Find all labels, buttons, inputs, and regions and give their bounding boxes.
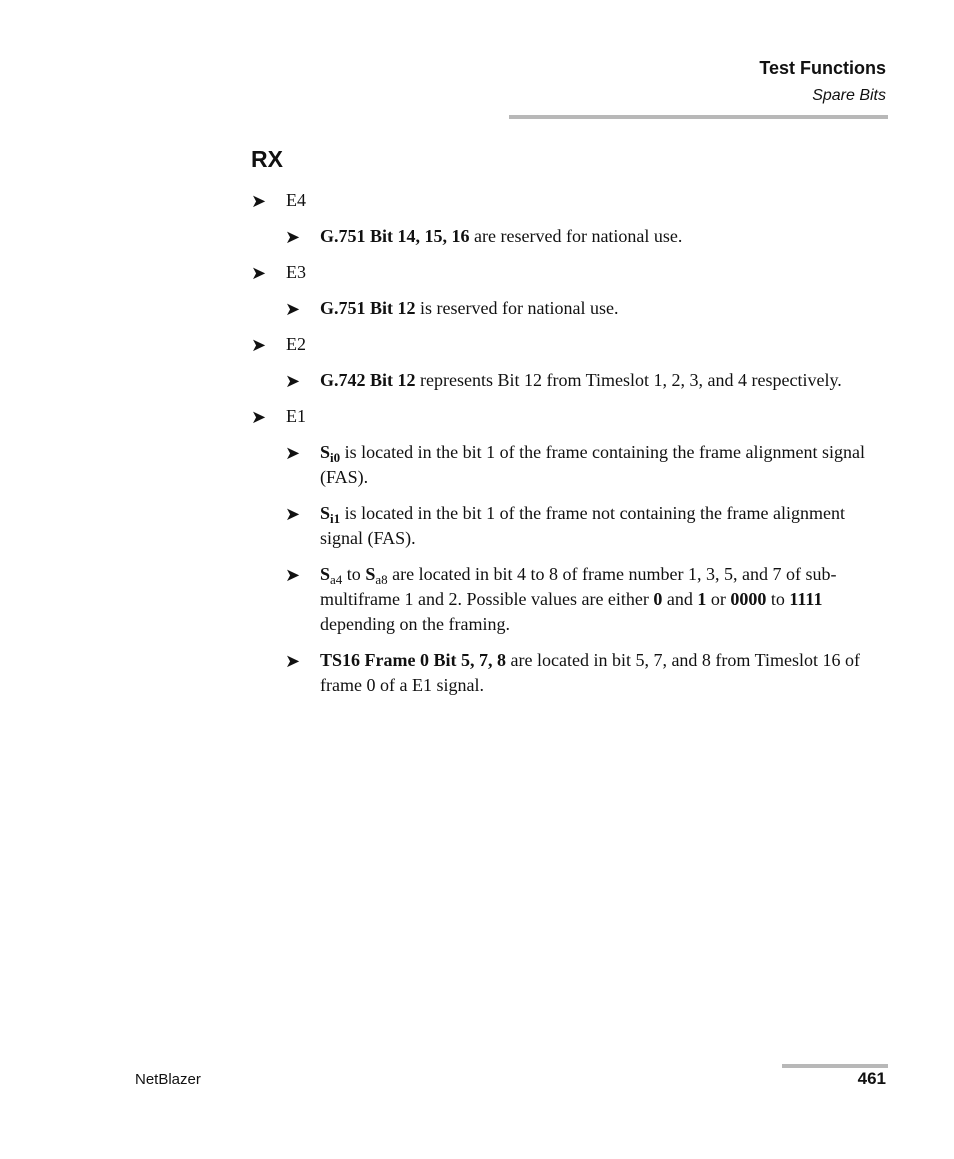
item-label: E2 [286, 334, 306, 354]
arrow-bullet-icon: ➤ [251, 263, 267, 283]
footer-rule [782, 1064, 888, 1068]
item-term: $S_{i0}$ [320, 442, 341, 465]
arrow-bullet-icon: ➤ [285, 443, 301, 463]
item-text: is located in the bit 1 of the frame containing the frame alignment signal (FAS). [320, 442, 865, 487]
arrow-bullet-icon: ➤ [251, 335, 267, 355]
list-item-g751-12 [251, 296, 886, 321]
list-item-e3 [251, 260, 886, 285]
arrow-bullet-icon: ➤ [285, 371, 301, 391]
list-item-g742-12 [251, 368, 886, 393]
arrow-bullet-icon: ➤ [251, 191, 267, 211]
item-label: E1 [286, 406, 306, 426]
item-term: TS16 Frame 0 Bit 5, 7, 8 [320, 650, 506, 670]
item-term: G.751 Bit 12 [320, 298, 416, 318]
list-item-e2 [251, 332, 886, 357]
list-item-g751-14-15-16 [251, 224, 886, 249]
section-heading: RX [251, 146, 283, 172]
arrow-bullet-icon: ➤ [285, 299, 301, 319]
arrow-bullet-icon: ➤ [285, 565, 301, 585]
item-term: G.751 Bit 14, 15, 16 [320, 226, 470, 246]
item-text: are located in bit 4 to 8 of frame number 1, 3, 5, and 7 of sub-multiframe 1 and 2. Possible values are either [320, 564, 837, 609]
list-item-si0 [251, 440, 886, 490]
item-text: is reserved for national use. [415, 298, 619, 318]
header-rule [509, 115, 888, 119]
list-item-sa4-sa8: ➤ $S_{a4}$ to $S_{a8}$ are located in bit 4 to 8 of frame number 1, 3, 5, and 7 of sub-multiframe 1 and 2. Possible values are either 0 and 1 or 0000 to 1111 depending on the framing. [285, 564, 837, 634]
list-item-e1 [251, 404, 886, 429]
item-term: $S_{a4}$ [320, 564, 343, 587]
header-section-title: Spare Bits [812, 87, 886, 104]
list-item-e4 [251, 188, 886, 213]
item-text: represents Bit 12 from Timeslot 1, 2, 3, and 4 respectively. [415, 370, 842, 390]
list-item-si1 [251, 501, 886, 551]
arrow-bullet-icon: ➤ [251, 407, 267, 427]
item-label: E4 [286, 190, 306, 210]
item-label: E3 [286, 262, 306, 282]
header-chapter-title: Test Functions [759, 58, 886, 78]
arrow-bullet-icon: ➤ [285, 651, 301, 671]
item-text: are located in bit 5, 7, and 8 from Timeslot 16 of frame 0 of a E1 signal. [320, 650, 860, 695]
footer-product-name: NetBlazer [135, 1071, 201, 1088]
item-term: G.742 Bit 12 [320, 370, 416, 390]
item-text: is located in the bit 1 of the frame not containing the frame alignment signal (FAS). [320, 503, 845, 548]
list-item-ts16 [251, 648, 886, 698]
item-text: are reserved for national use. [469, 226, 683, 246]
item-term: $S_{i1}$ [320, 503, 341, 526]
item-term-2: $S_{a8}$ [365, 564, 388, 587]
arrow-bullet-icon: ➤ [285, 504, 301, 524]
arrow-bullet-icon: ➤ [285, 227, 301, 247]
spare-bits-list [251, 188, 886, 709]
footer-page-number: 461 [857, 1069, 886, 1088]
